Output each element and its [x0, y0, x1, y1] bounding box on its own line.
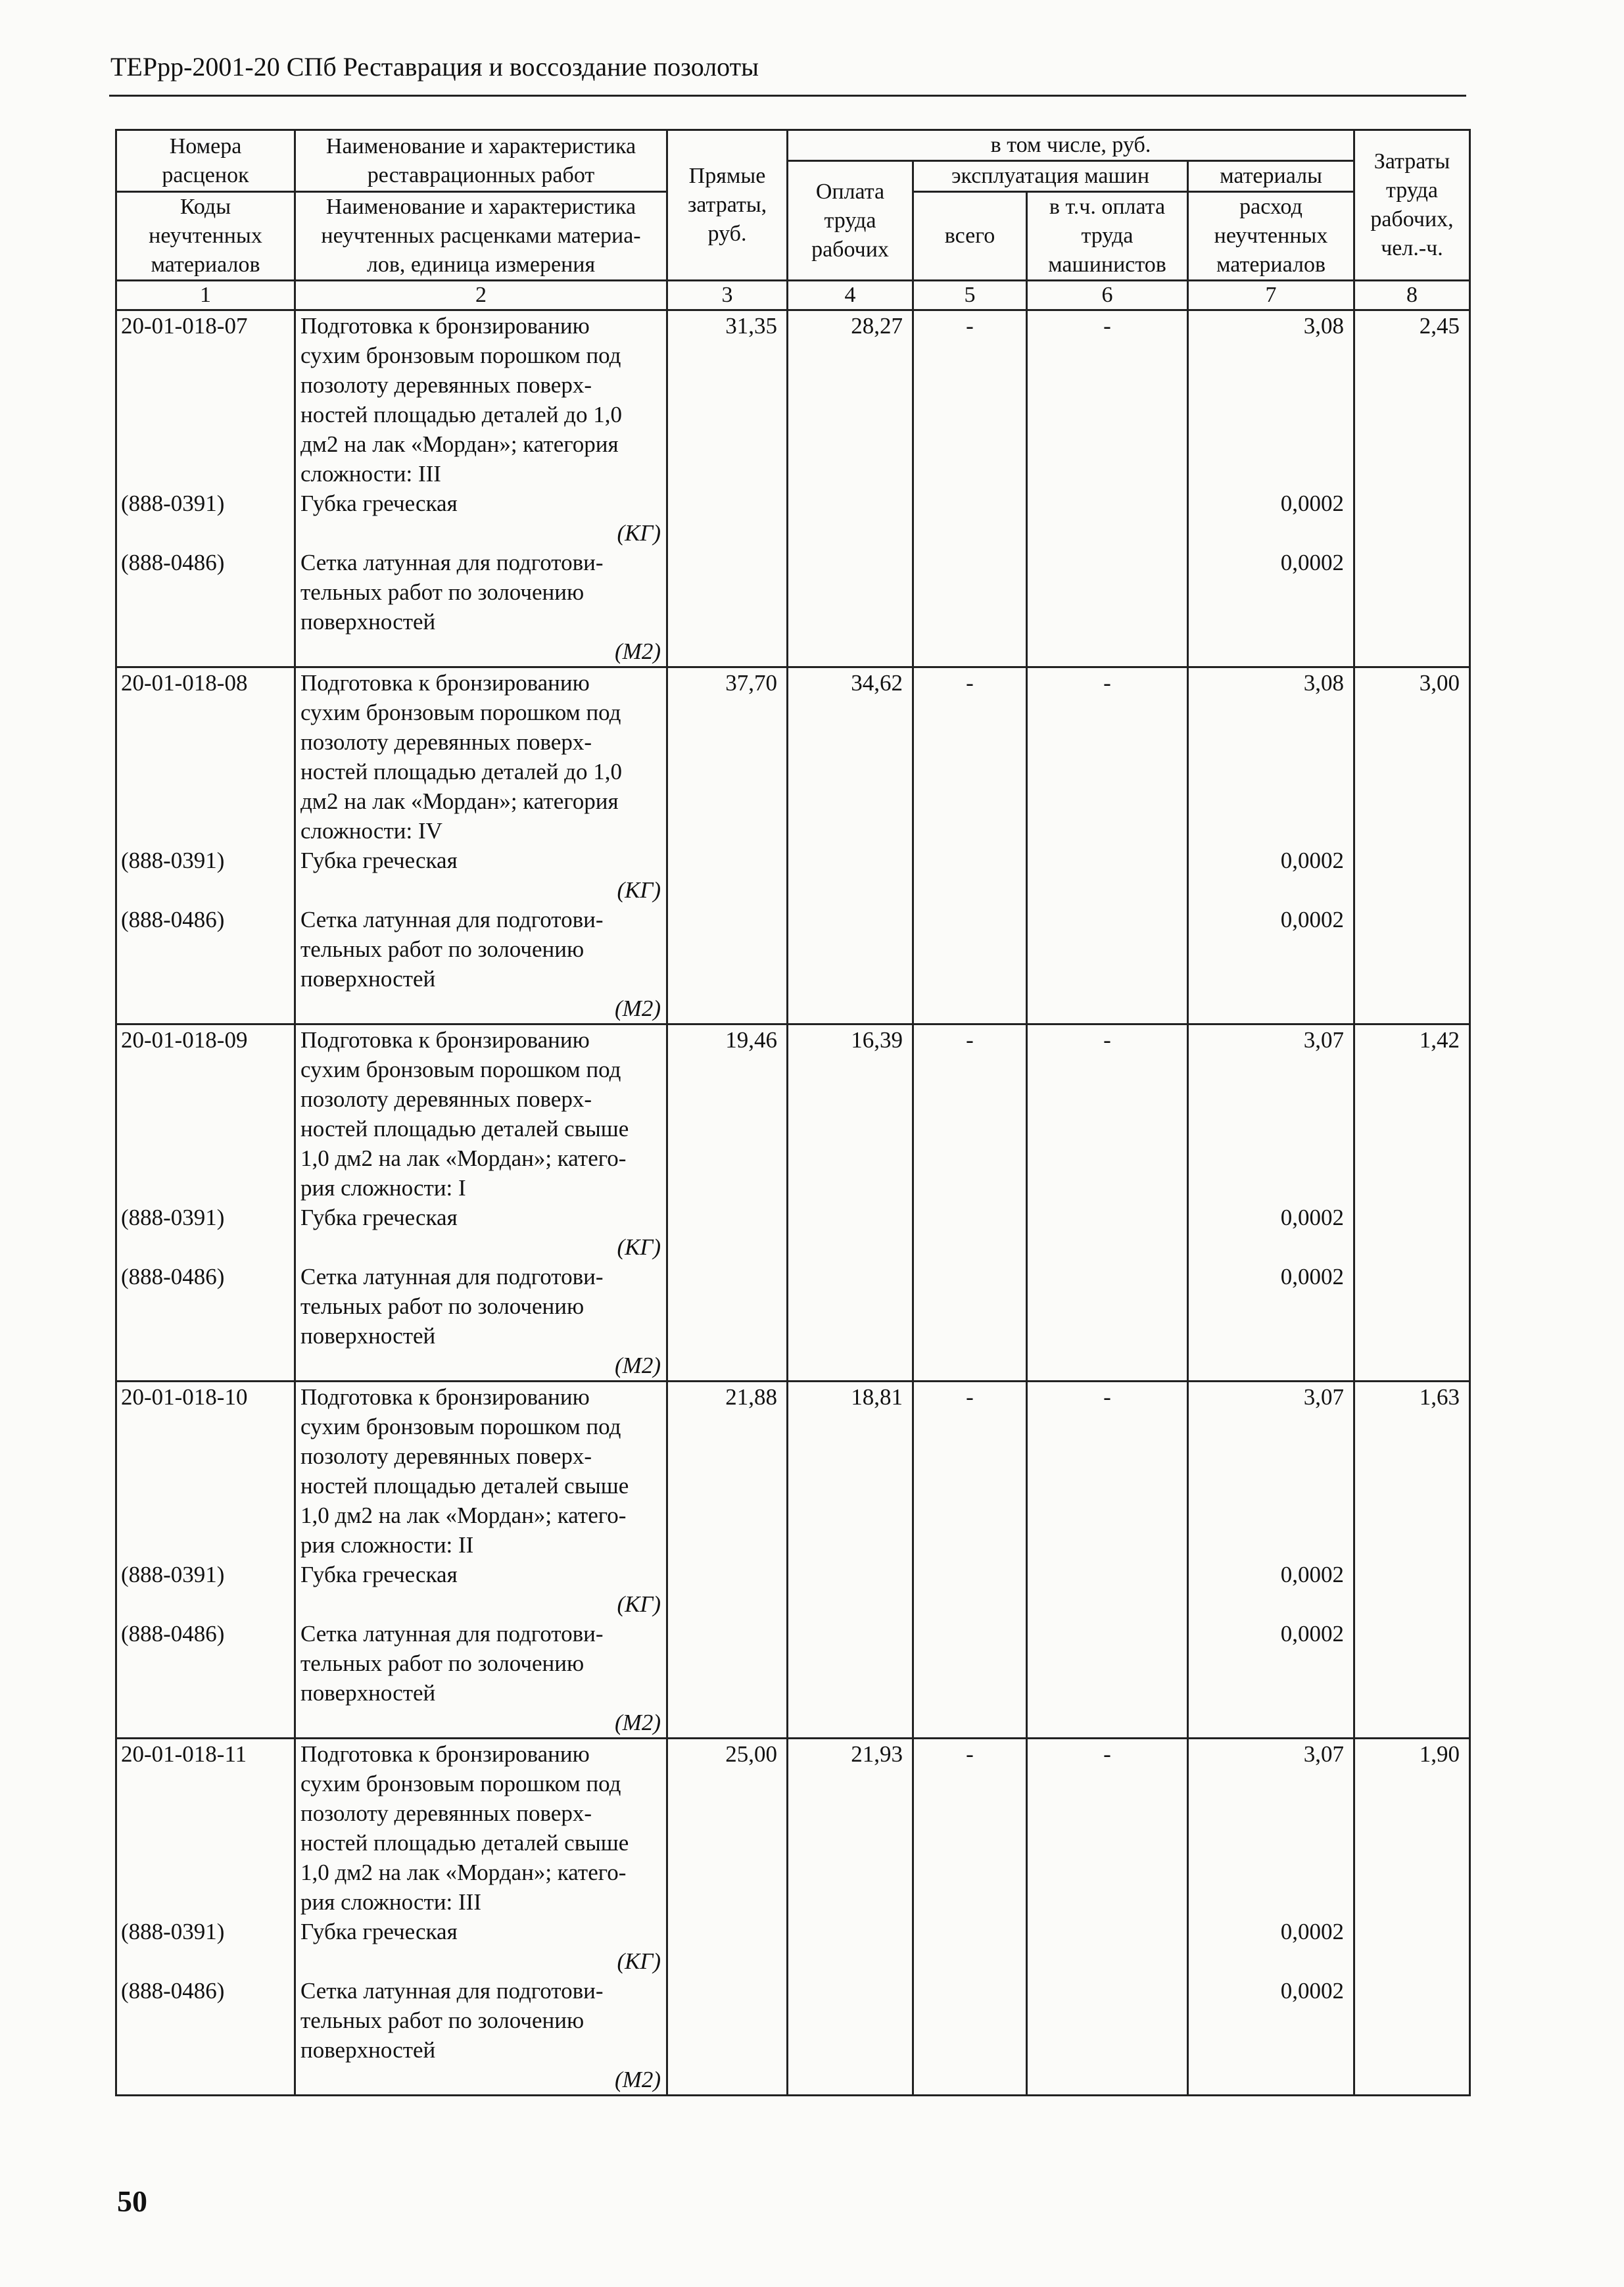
- blank-line: [1189, 1412, 1353, 1441]
- material-code: (888-0486): [121, 1978, 225, 2004]
- header-divider: [109, 95, 1466, 97]
- blank-line: [117, 1769, 294, 1798]
- name-cell: [295, 1382, 667, 1739]
- blank-line: [1189, 1530, 1353, 1560]
- worker-pay-value: 34,62: [851, 670, 903, 696]
- blank-line: [117, 1501, 294, 1530]
- material-name-line: Сетка латунная для подготови-: [300, 550, 604, 575]
- work-description-line: 1,0 дм2 на лак «Мордан»; катего-: [300, 1503, 627, 1528]
- material-name-line: Сетка латунная для подготови-: [300, 1978, 604, 2004]
- work-description-line: сухим бронзовым порошком под: [300, 700, 621, 725]
- material-name-line: поверхностей: [300, 1323, 436, 1349]
- materials-value: 3,07: [1303, 1741, 1344, 1767]
- rate-code: 20-01-018-08: [121, 670, 248, 696]
- material-name-line: Губка греческая: [300, 491, 458, 516]
- work-description-line: рия сложности: II: [300, 1532, 474, 1558]
- name-cell: [295, 1739, 667, 2096]
- material-unit: (М2): [615, 2067, 661, 2092]
- machines-total-value: -: [966, 1027, 974, 1053]
- machinist-pay-value: -: [1103, 1027, 1111, 1053]
- work-description-line: ностей площадью деталей до 1,0: [300, 759, 622, 784]
- work-description-line: позолоту деревянных поверх-: [300, 1086, 592, 1112]
- blank-line: [117, 341, 294, 370]
- blank-line: [1189, 1501, 1353, 1530]
- direct-cost-cell: [667, 1382, 788, 1739]
- material-name-line: тельных работ по золочению: [300, 936, 585, 962]
- worker-pay-value: 16,39: [851, 1027, 903, 1053]
- blank-line: [117, 1828, 294, 1858]
- labor-hours-value: 1,63: [1419, 1384, 1460, 1410]
- work-description-line: сухим бронзовым порошком под: [300, 1771, 621, 1796]
- blank-line: [117, 757, 294, 786]
- column-number: 3: [667, 281, 788, 310]
- materials-value: 3,08: [1303, 670, 1344, 696]
- material-quantity: 0,0002: [1280, 1919, 1344, 1944]
- code-cell: [116, 1382, 295, 1739]
- name-cell: [295, 1024, 667, 1382]
- material-name-line: поверхностей: [300, 2037, 436, 2063]
- rate-code: 20-01-018-07: [121, 313, 248, 339]
- machines-total-cell: [913, 1739, 1027, 2096]
- blank-line: [117, 1471, 294, 1501]
- blank-line: [117, 786, 294, 816]
- table-body: [116, 310, 1470, 2096]
- material-name-line: тельных работ по золочению: [300, 1293, 585, 1319]
- header-materials: материалы: [1188, 161, 1354, 192]
- work-description-line: сложности: III: [300, 461, 441, 487]
- code-cell: [116, 1739, 295, 2096]
- direct-cost-cell: [667, 310, 788, 667]
- worker-pay-cell: [788, 1382, 913, 1739]
- worker-pay-cell: [788, 310, 913, 667]
- blank-line: [117, 1530, 294, 1560]
- blank-line: [117, 1589, 294, 1619]
- blank-line: [1189, 1858, 1353, 1887]
- direct-cost-cell: [667, 1739, 788, 2096]
- table-row: [116, 1739, 1470, 2096]
- material-unit: (КГ): [617, 520, 661, 546]
- material-quantity: 0,0002: [1280, 1205, 1344, 1230]
- material-code: (888-0486): [121, 550, 225, 575]
- material-code: (888-0486): [121, 1621, 225, 1647]
- machinist-pay-value: -: [1103, 670, 1111, 696]
- header-direct-costs: Прямые затраты, руб.: [667, 130, 788, 281]
- work-description-line: 1,0 дм2 на лак «Мордан»; катего-: [300, 1860, 627, 1885]
- machinist-pay-value: -: [1103, 313, 1111, 339]
- direct-cost-value: 37,70: [725, 670, 777, 696]
- page-header-title: ТЕРрр-2001-20 СПб Реставрация и воссоздание позолоты: [110, 52, 759, 82]
- material-quantity: 0,0002: [1280, 1562, 1344, 1587]
- blank-line: [1189, 875, 1353, 905]
- blank-line: [1189, 698, 1353, 727]
- work-description-line: Подготовка к бронзированию: [300, 1384, 590, 1410]
- material-code: (888-0391): [121, 1562, 225, 1587]
- material-unit: (КГ): [617, 1591, 661, 1617]
- materials-value: 3,07: [1303, 1027, 1344, 1053]
- material-name-line: поверхностей: [300, 966, 436, 992]
- material-code: (888-0486): [121, 1264, 225, 1289]
- materials-cell: [1188, 1024, 1354, 1382]
- material-name-line: Сетка латунная для подготови-: [300, 1621, 604, 1647]
- material-name-line: Сетка латунная для подготови-: [300, 1264, 604, 1289]
- code-cell: [116, 667, 295, 1024]
- direct-cost-cell: [667, 1024, 788, 1382]
- rate-code: 20-01-018-09: [121, 1027, 248, 1053]
- material-name-line: Губка греческая: [300, 1919, 458, 1944]
- material-code: (888-0391): [121, 1205, 225, 1230]
- blank-line: [1189, 727, 1353, 757]
- blank-line: [1189, 459, 1353, 489]
- labor-hours-value: 2,45: [1419, 313, 1460, 339]
- labor-hours-value: 1,42: [1419, 1027, 1460, 1053]
- work-description-line: рия сложности: I: [300, 1175, 466, 1201]
- machinist-pay-cell: [1027, 310, 1188, 667]
- materials-value: 3,08: [1303, 313, 1344, 339]
- blank-line: [1189, 429, 1353, 459]
- work-description-line: Подготовка к бронзированию: [300, 1741, 590, 1767]
- material-quantity: 0,0002: [1280, 550, 1344, 575]
- machines-total-value: -: [966, 1741, 974, 1767]
- blank-line: [117, 370, 294, 400]
- blank-line: [117, 1412, 294, 1441]
- code-cell: [116, 1024, 295, 1382]
- machinist-pay-cell: [1027, 667, 1188, 1024]
- direct-cost-value: 19,46: [725, 1027, 777, 1053]
- blank-line: [117, 429, 294, 459]
- materials-cell: [1188, 1739, 1354, 2096]
- labor-hours-cell: [1354, 1382, 1470, 1739]
- column-number: 6: [1027, 281, 1188, 310]
- blank-line: [1189, 1055, 1353, 1084]
- header-including-group: в том числе, руб.: [788, 130, 1354, 161]
- header-material-codes: Коды неучтенных материалов: [116, 192, 295, 281]
- material-name-line: поверхностей: [300, 609, 436, 635]
- material-unit: (М2): [615, 638, 661, 664]
- column-number: 2: [295, 281, 667, 310]
- machinist-pay-value: -: [1103, 1384, 1111, 1410]
- material-name-line: Сетка латунная для подготови-: [300, 907, 604, 932]
- blank-line: [117, 1946, 294, 1976]
- material-name-line: Губка греческая: [300, 848, 458, 873]
- material-code: (888-0486): [121, 907, 225, 932]
- blank-line: [1189, 1798, 1353, 1828]
- machines-total-cell: [913, 667, 1027, 1024]
- blank-line: [117, 459, 294, 489]
- blank-line: [117, 1887, 294, 1917]
- column-number: 5: [913, 281, 1027, 310]
- blank-line: [117, 1858, 294, 1887]
- column-number-row: [116, 281, 1470, 310]
- blank-line: [117, 400, 294, 429]
- material-unit: (М2): [615, 996, 661, 1021]
- column-number: 1: [116, 281, 295, 310]
- material-unit: (КГ): [617, 1234, 661, 1260]
- code-cell: [116, 310, 295, 667]
- header-machinist-pay: в т.ч. оплата труда машинистов: [1027, 192, 1188, 281]
- header-machines-total: всего: [913, 192, 1027, 281]
- work-description-line: Подготовка к бронзированию: [300, 1027, 590, 1053]
- material-name-line: Губка греческая: [300, 1205, 458, 1230]
- work-description-line: сухим бронзовым порошком под: [300, 1414, 621, 1439]
- table-row: [116, 310, 1470, 667]
- machines-total-cell: [913, 1024, 1027, 1382]
- blank-line: [1189, 1144, 1353, 1173]
- blank-line: [1189, 370, 1353, 400]
- materials-cell: [1188, 667, 1354, 1024]
- material-name-line: Губка греческая: [300, 1562, 458, 1587]
- blank-line: [117, 1084, 294, 1114]
- blank-line: [1189, 1471, 1353, 1501]
- work-description-line: сухим бронзовым порошком под: [300, 343, 621, 368]
- blank-line: [117, 1798, 294, 1828]
- worker-pay-value: 28,27: [851, 313, 903, 339]
- blank-line: [1189, 1589, 1353, 1619]
- material-quantity: 0,0002: [1280, 907, 1344, 932]
- header-work-name: Наименование и характеристика реставрационных работ: [295, 130, 667, 192]
- name-cell: [295, 310, 667, 667]
- header-labor-hours: Затраты труда рабочих, чел.-ч.: [1354, 130, 1470, 281]
- blank-line: [117, 1232, 294, 1262]
- material-quantity: 0,0002: [1280, 848, 1344, 873]
- labor-hours-value: 3,00: [1419, 670, 1460, 696]
- blank-line: [1189, 1114, 1353, 1144]
- blank-line: [117, 518, 294, 548]
- material-quantity: 0,0002: [1280, 491, 1344, 516]
- work-description-line: дм2 на лак «Мордан»; категория: [300, 788, 619, 814]
- machines-total-value: -: [966, 670, 974, 696]
- blank-line: [1189, 1173, 1353, 1203]
- machines-total-value: -: [966, 1384, 974, 1410]
- work-description-line: позолоту деревянных поверх-: [300, 372, 592, 398]
- rates-table: [115, 129, 1471, 2096]
- blank-line: [117, 1441, 294, 1471]
- material-unit: (М2): [615, 1353, 661, 1378]
- worker-pay-value: 18,81: [851, 1384, 903, 1410]
- header-worker-pay: Оплата труда рабочих: [788, 161, 913, 281]
- material-code: (888-0391): [121, 1919, 225, 1944]
- materials-value: 3,07: [1303, 1384, 1344, 1410]
- page-number: 50: [117, 2184, 147, 2218]
- work-description-line: ностей площадью деталей свыше: [300, 1473, 629, 1499]
- rate-code: 20-01-018-11: [121, 1741, 247, 1767]
- labor-hours-cell: [1354, 1739, 1470, 2096]
- work-description-line: позолоту деревянных поверх-: [300, 729, 592, 755]
- worker-pay-value: 21,93: [851, 1741, 903, 1767]
- labor-hours-cell: [1354, 667, 1470, 1024]
- column-number: 4: [788, 281, 913, 310]
- direct-cost-value: 31,35: [725, 313, 777, 339]
- machinist-pay-value: -: [1103, 1741, 1111, 1767]
- machinist-pay-cell: [1027, 1024, 1188, 1382]
- blank-line: [117, 1055, 294, 1084]
- work-description-line: ностей площадью деталей свыше: [300, 1116, 629, 1142]
- material-code: (888-0391): [121, 491, 225, 516]
- material-code: (888-0391): [121, 848, 225, 873]
- header-rate-numbers: Номера расценок: [116, 130, 295, 192]
- work-description-line: дм2 на лак «Мордан»; категория: [300, 431, 619, 457]
- table-row: [116, 1382, 1470, 1739]
- direct-cost-value: 25,00: [725, 1741, 777, 1767]
- column-number: 7: [1188, 281, 1354, 310]
- work-description-line: 1,0 дм2 на лак «Мордан»; катего-: [300, 1145, 627, 1171]
- blank-line: [1189, 400, 1353, 429]
- blank-line: [1189, 341, 1353, 370]
- material-unit: (М2): [615, 1710, 661, 1735]
- direct-cost-value: 21,88: [725, 1384, 777, 1410]
- blank-line: [1189, 1887, 1353, 1917]
- machinist-pay-cell: [1027, 1382, 1188, 1739]
- worker-pay-cell: [788, 1024, 913, 1382]
- work-description-line: Подготовка к бронзированию: [300, 313, 590, 339]
- rate-code: 20-01-018-10: [121, 1384, 248, 1410]
- worker-pay-cell: [788, 1739, 913, 2096]
- blank-line: [1189, 1769, 1353, 1798]
- name-cell: [295, 667, 667, 1024]
- blank-line: [1189, 1441, 1353, 1471]
- blank-line: [1189, 1828, 1353, 1858]
- blank-line: [117, 875, 294, 905]
- material-unit: (КГ): [617, 877, 661, 903]
- blank-line: [1189, 786, 1353, 816]
- work-description-line: Подготовка к бронзированию: [300, 670, 590, 696]
- labor-hours-cell: [1354, 1024, 1470, 1382]
- blank-line: [117, 1144, 294, 1173]
- blank-line: [1189, 518, 1353, 548]
- header-material-names: Наименование и характеристика неучтенных расценками материа- лов, единица измерения: [295, 192, 667, 281]
- material-name-line: поверхностей: [300, 1680, 436, 1706]
- work-description-line: позолоту деревянных поверх-: [300, 1443, 592, 1469]
- material-quantity: 0,0002: [1280, 1978, 1344, 2004]
- column-number: 8: [1354, 281, 1470, 310]
- machinist-pay-cell: [1027, 1739, 1188, 2096]
- blank-line: [117, 1173, 294, 1203]
- blank-line: [1189, 1084, 1353, 1114]
- material-quantity: 0,0002: [1280, 1264, 1344, 1289]
- labor-hours-value: 1,90: [1419, 1741, 1460, 1767]
- machines-total-value: -: [966, 313, 974, 339]
- material-name-line: тельных работ по золочению: [300, 1650, 585, 1676]
- machines-total-cell: [913, 1382, 1027, 1739]
- blank-line: [117, 698, 294, 727]
- table-row: [116, 1024, 1470, 1382]
- materials-cell: [1188, 310, 1354, 667]
- header-machine-operation: эксплуатация машин: [913, 161, 1188, 192]
- worker-pay-cell: [788, 667, 913, 1024]
- blank-line: [1189, 1232, 1353, 1262]
- work-description-line: позолоту деревянных поверх-: [300, 1800, 592, 1826]
- work-description-line: сухим бронзовым порошком под: [300, 1057, 621, 1082]
- labor-hours-cell: [1354, 310, 1470, 667]
- header-material-consumption: расход неучтенных материалов: [1188, 192, 1354, 281]
- material-quantity: 0,0002: [1280, 1621, 1344, 1647]
- blank-line: [1189, 1946, 1353, 1976]
- work-description-line: сложности: IV: [300, 818, 442, 844]
- blank-line: [117, 816, 294, 846]
- work-description-line: рия сложности: III: [300, 1889, 481, 1915]
- blank-line: [117, 1114, 294, 1144]
- material-unit: (КГ): [617, 1948, 661, 1974]
- materials-cell: [1188, 1382, 1354, 1739]
- work-description-line: ностей площадью деталей до 1,0: [300, 402, 622, 427]
- work-description-line: ностей площадью деталей свыше: [300, 1830, 629, 1856]
- material-name-line: тельных работ по золочению: [300, 579, 585, 605]
- machines-total-cell: [913, 310, 1027, 667]
- blank-line: [1189, 757, 1353, 786]
- material-name-line: тельных работ по золочению: [300, 2008, 585, 2033]
- blank-line: [1189, 816, 1353, 846]
- direct-cost-cell: [667, 667, 788, 1024]
- table-row: [116, 667, 1470, 1024]
- blank-line: [117, 727, 294, 757]
